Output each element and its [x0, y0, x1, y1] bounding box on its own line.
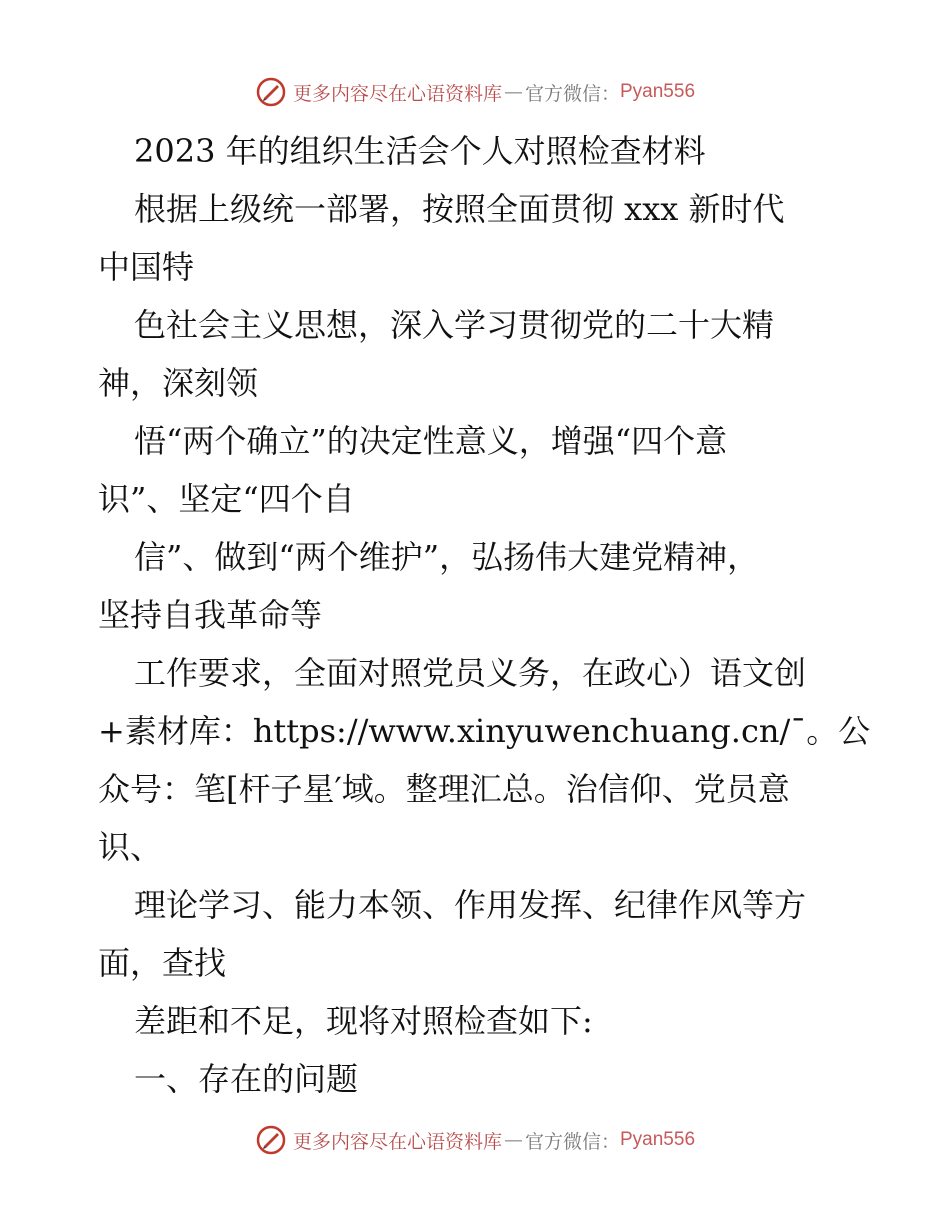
- watermark-separator: —: [503, 81, 523, 103]
- text-line: 理论学习、能力本领、作用发挥、纪律作风等方: [134, 886, 807, 924]
- document-title: 2023 年的组织生活会个人对照检查材料: [134, 132, 706, 170]
- section-heading: 一、存在的问题: [134, 1060, 359, 1098]
- text-line: 识、: [98, 828, 163, 866]
- watermark-separator: —: [503, 1129, 523, 1151]
- text-line: +素材库：https://www.xinyuwenchuang.cn/¯。公: [98, 712, 871, 750]
- text-line: 工作要求，全面对照党员义务，在政心）语文创: [134, 654, 807, 692]
- watermark-header: [0, 72, 950, 112]
- watermark-label: 官方微信：: [524, 1130, 620, 1153]
- text-line: 坚持自我革命等: [98, 596, 323, 634]
- text-line: 识”、坚定“四个自: [98, 480, 355, 518]
- watermark-text: 更多内容尽在心语资料库: [292, 82, 502, 105]
- text-line: 中国特: [98, 248, 195, 286]
- text-line: 根据上级统一部署，按照全面贯彻 xxx 新时代: [134, 190, 785, 228]
- text-line: 差距和不足，现将对照检查如下:: [134, 1002, 593, 1040]
- watermark-id: Pyan556: [620, 81, 696, 102]
- document-body: [98, 122, 871, 1108]
- watermark-text: 更多内容尽在心语资料库: [292, 1130, 502, 1153]
- text-line: 色社会主义思想，深入学习贯彻党的二十大精: [134, 306, 775, 344]
- watermark-footer: [0, 1120, 950, 1160]
- text-line: 众号：笔[杆子星′域。整理汇总。治信仰、党员意: [98, 770, 790, 808]
- text-line: 神，深刻领: [98, 364, 259, 402]
- quill-logo-icon: [255, 76, 287, 108]
- quill-logo-icon: [255, 1124, 287, 1156]
- watermark-id: Pyan556: [620, 1129, 696, 1150]
- watermark-label: 官方微信：: [524, 82, 620, 105]
- text-line: 信”、做到“两个维护”，弘扬伟大建党精神，: [134, 538, 760, 576]
- text-line: 面，查找: [98, 944, 227, 982]
- text-line: 悟“两个确立”的决定性意义，增强“四个意: [134, 422, 728, 460]
